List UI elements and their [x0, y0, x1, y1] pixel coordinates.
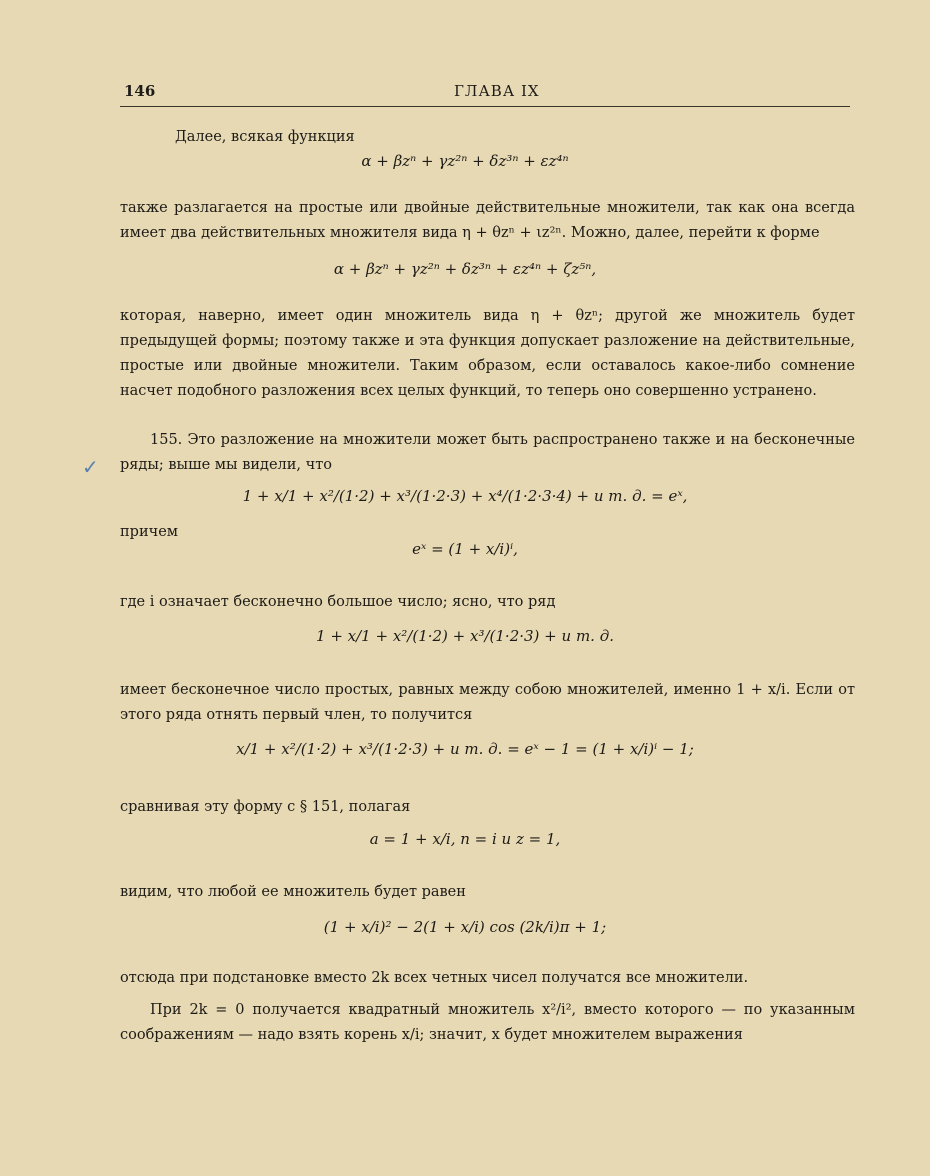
paragraph: видим, что любой ее множитель будет равен: [120, 884, 466, 900]
paragraph: 155. Это разложение на множители может быть распространено также и на бесконечные ряды; выше мы видели, что: [120, 432, 855, 473]
formula: 1 + x/1 + x²/(1·2) + x³/(1·2·3) + и т. д.: [316, 627, 614, 645]
formula: 1 + x/1 + x²/(1·2) + x³/(1·2·3) + x⁴/(1·2·3·4) + и т. д. = eˣ,: [242, 487, 688, 505]
formula: (1 + x/i)² − 2(1 + x/i) cos (2k/i)π + 1;: [323, 918, 607, 936]
paragraph: причем: [120, 524, 179, 540]
paragraph: также разлагается на простые или двойные действительные множители, так как она всегда имеет два действительных множителя вида η + θzⁿ + ιz²ⁿ. Можно, далее, перейти к форме: [120, 200, 855, 241]
formula: α + βzⁿ + γz²ⁿ + δz³ⁿ + εz⁴ⁿ: [361, 152, 569, 170]
paragraph: где i означает бесконечно большое число; ясно, что ряд: [120, 594, 556, 610]
page-number: 146: [124, 82, 156, 100]
formula: eˣ = (1 + x/i)ⁱ,: [412, 540, 518, 558]
header-rule: [120, 106, 850, 107]
paragraph: Далее, всякая функция: [175, 129, 355, 145]
running-head: ГЛАВА IX: [454, 82, 540, 100]
formula: x/1 + x²/(1·2) + x³/(1·2·3) + и т. д. = eˣ − 1 = (1 + x/i)ⁱ − 1;: [236, 740, 694, 758]
paragraph: имеет бесконечное число простых, равных между собою множителей, именно 1 + x/i. Если от этого ряда отнять первый член, то получится: [120, 682, 855, 723]
paragraph: сравнивая эту форму с § 151, полагая: [120, 799, 411, 815]
formula: a = 1 + x/i, n = i и z = 1,: [369, 830, 561, 848]
paragraph: При 2k = 0 получается квадратный множитель x²/i², вместо которого — по указанным соображениям — надо взять корень x/i; значит, x будет множителем выражения: [120, 1002, 855, 1043]
check-mark-icon: ✓: [82, 455, 99, 479]
paragraph: которая, наверно, имеет один множитель вида η + θzⁿ; другой же множитель будет предыдущей формы; поэтому также и эта функция допускает разложение на действительные, простые или двойные множители. Таким образом, если оставалось какое-либо сомнение насчет подобного разложения всех целых функций, то теперь оно совершенно устранено.: [120, 308, 855, 399]
paragraph: отсюда при подстановке вместо 2k всех четных чисел получатся все множители.: [120, 970, 749, 986]
formula: α + βzⁿ + γz²ⁿ + δz³ⁿ + εz⁴ⁿ + ζz⁵ⁿ,: [333, 260, 597, 278]
